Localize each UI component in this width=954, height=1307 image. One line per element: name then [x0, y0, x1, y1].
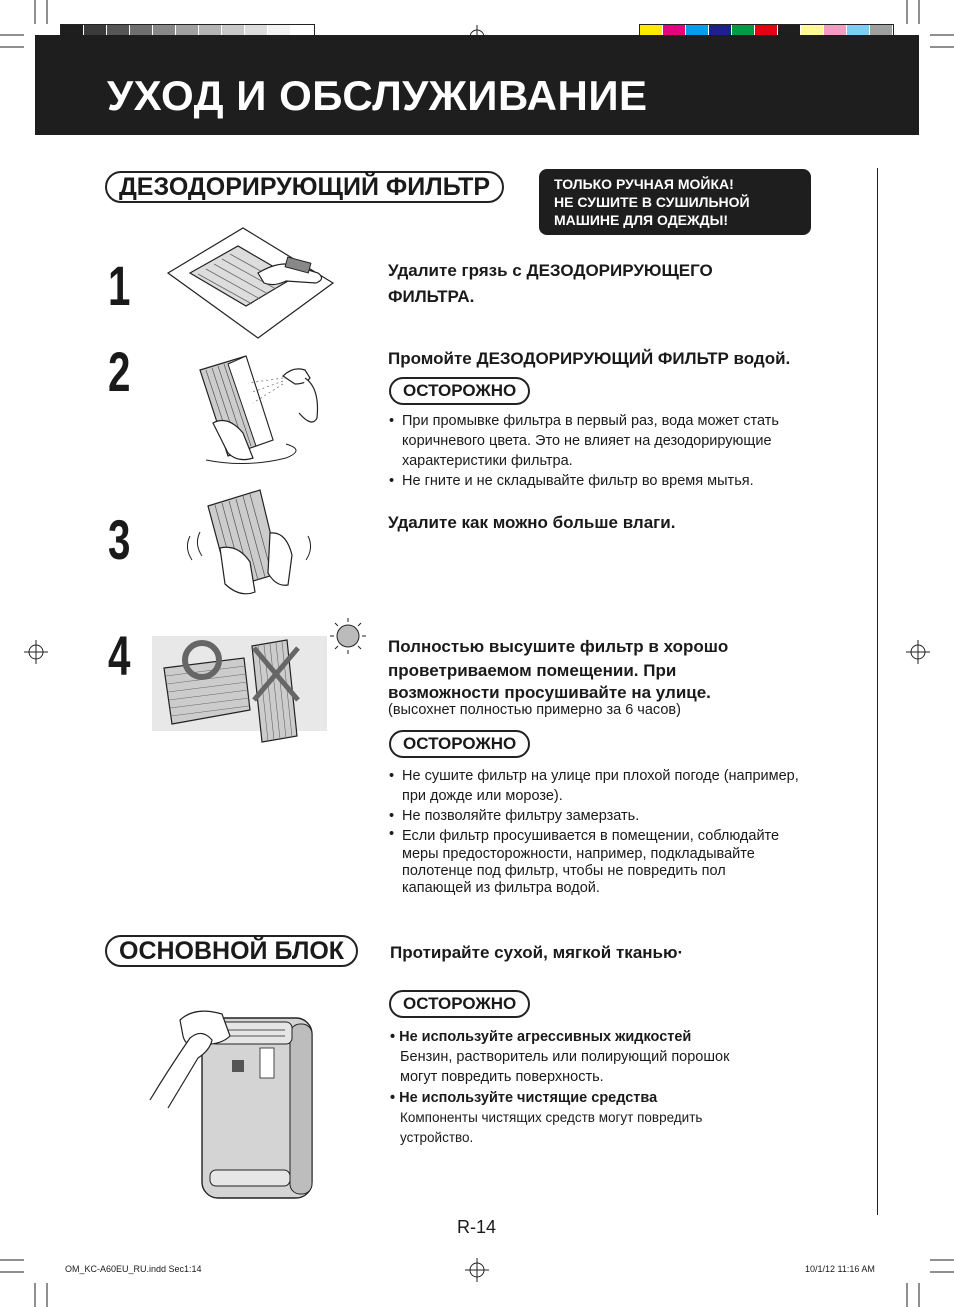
drying-time-note: (высохнет полностью примерно за 6 часов) [388, 702, 681, 718]
text-line: коричневого цвета. Это не влияет на дезодорирующие [402, 433, 772, 449]
text-line: характеристики фильтра. [402, 453, 573, 469]
shake-filter-illustration [180, 488, 330, 603]
text-line: Удалите грязь с ДЕЗОДОРИРУЮЩЕГО [388, 261, 713, 280]
text-line: • Если фильтр просушивается в помещении, соблюдайте [402, 828, 780, 844]
caution-label: ОСТОРОЖНО [389, 730, 530, 758]
text-line: Бензин, растворитель или полирующий порошок [400, 1049, 730, 1065]
hand-wash-notice [539, 169, 811, 235]
caution-item [389, 766, 799, 806]
step-number: 4 [108, 624, 131, 687]
step-2-cautions [389, 411, 779, 491]
column-divider [877, 168, 878, 1215]
text-line: проветриваемом помещении. При [388, 661, 677, 680]
footer-date: 10/1/12 11:16 AM [805, 1264, 875, 1274]
caution-item [389, 826, 799, 897]
text-line: • Не гните и не складывайте фильтр во время мытья. [402, 473, 754, 489]
brand-logo-icon [232, 1060, 244, 1072]
page-title: УХОД И ОБСЛУЖИВАНИЕ [107, 72, 648, 119]
sun-icon [330, 618, 366, 654]
caution-label: ОСТОРОЖНО [389, 990, 530, 1018]
air-purifier-wipe-illustration [150, 1000, 325, 1200]
text-line: капающей из фильтра водой. [402, 880, 600, 896]
page-header [35, 35, 919, 135]
notice-line: МАШИНЕ ДЛЯ ОДЕЖДЫ! [554, 212, 729, 228]
step-1-text [388, 258, 713, 310]
step-4-cautions [389, 766, 799, 897]
section-title-main-unit: ОСНОВНОЙ БЛОК [105, 935, 358, 967]
text-line: Не используйте агрессивных жидкостей [399, 1029, 692, 1045]
text-line: • Не сушите фильтр на улице при плохой погоде (например, [402, 768, 799, 784]
text-line: меры предосторожности, например, подкладывайте [402, 846, 755, 862]
step-4-text [388, 635, 728, 703]
text-line: устройство. [400, 1130, 474, 1145]
text-line: • При промывке фильтра в первый раз, вода может стать [402, 413, 779, 429]
text-line: полотенце под фильтр, чтобы не повредить пол [402, 863, 726, 879]
main-unit-instruction: Протирайте сухой, мягкой тканью· [390, 943, 684, 962]
caution-item [389, 806, 799, 826]
page-number: R-14 [457, 1217, 497, 1237]
caution-item [389, 471, 779, 491]
section-title-deodorizing-filter: ДЕЗОДОРИРУЮЩИЙ ФИЛЬТР [105, 171, 504, 203]
caution-item [389, 411, 779, 471]
notice-line: ТОЛЬКО РУЧНАЯ МОЙКА! [554, 176, 734, 192]
step-number: 1 [108, 254, 131, 317]
caution-item-title: • Не используйте чистящие средства [390, 1090, 658, 1106]
step-2-text: Промойте ДЕЗОДОРИРУЮЩИЙ ФИЛЬТР водой. [388, 349, 791, 368]
text-line: возможности просушивайте на улице. [388, 683, 711, 702]
text-line: могут повредить поверхность. [400, 1069, 604, 1085]
step-number: 3 [108, 508, 131, 571]
footer-file-info: OM_KC-A60EU_RU.indd Sec1:14 [65, 1264, 202, 1274]
text-line: при дожде или морозе). [402, 788, 563, 804]
text-line: • Не позволяйте фильтру замерзать. [402, 808, 640, 824]
text-line: ФИЛЬТРА. [388, 287, 475, 306]
text-line: Компоненты чистящих средств могут повредить [400, 1110, 703, 1125]
text-line: Не используйте чистящие средства [399, 1090, 658, 1106]
caution-item-title: • Не используйте агрессивных жидкостей [390, 1029, 692, 1045]
notice-line: НЕ СУШИТЕ В СУШИЛЬНОЙ [554, 194, 750, 210]
step-number: 2 [108, 340, 131, 403]
rinse-filter-illustration [198, 348, 348, 468]
main-unit-cautions [390, 1027, 729, 1148]
step-3-text: Удалите как можно больше влаги. [388, 513, 676, 532]
caution-label: ОСТОРОЖНО [389, 377, 530, 405]
text-line: Полностью высушите фильтр в хорошо [388, 637, 729, 656]
brush-filter-illustration [168, 228, 338, 338]
dry-filter-illustration [152, 618, 367, 743]
